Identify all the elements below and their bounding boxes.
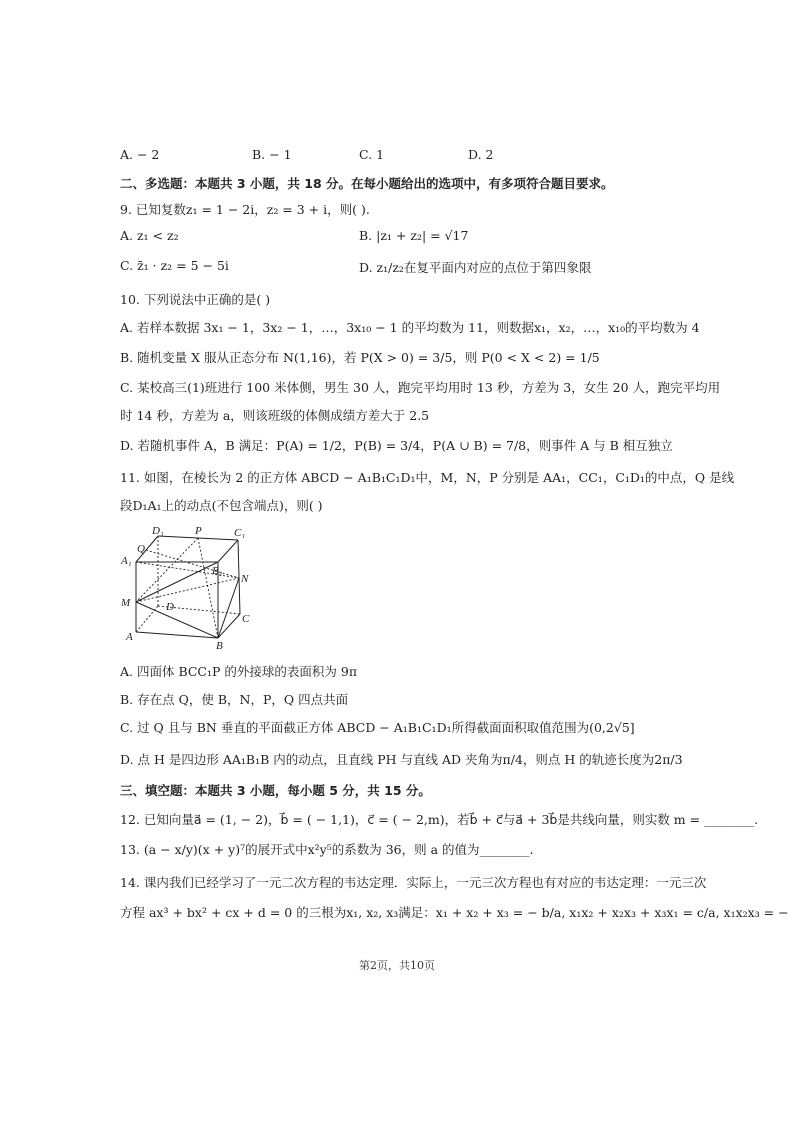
label-b1: B₁ — [212, 565, 223, 577]
q9-stem: 9. 已知复数z₁ = 1 − 2i，z₂ = 3 + i，则( ). — [120, 202, 370, 217]
q14-line1: 14. 课内我们已经学习了一元二次方程的韦达定理．实际上，一元三次方程也有对应的韦达定理：一元三次 — [120, 875, 707, 890]
q11-option-c: C. 过 Q 且与 BN 垂直的平面截正方体 ABCD − A₁B₁C₁D₁所得截面面积取值范围为(0,2√5] — [120, 720, 635, 735]
q11-option-d: D. 点 H 是四边形 AA₁B₁B 内的动点，且直线 PH 与直线 AD 夹角为π/4，则点 H 的轨迹长度为2π/3 — [120, 752, 683, 767]
q8-option-b: B. − 1 — [252, 147, 292, 162]
label-c: C — [242, 613, 250, 625]
q9-option-d: D. z₁/z₂在复平面内对应的点位于第四象限 — [359, 260, 592, 275]
label-d1: D₁ — [152, 525, 164, 537]
q8-option-d: D. 2 — [468, 147, 494, 162]
q8-option-a: A. − 2 — [120, 147, 160, 162]
q10-option-a: A. 若样本数据 3x₁ − 1，3x₂ − 1，…，3x₁₀ − 1 的平均数为 11，则数据x₁，x₂，…，x₁₀的平均数为 4 — [120, 320, 700, 335]
edge-bc — [218, 614, 240, 638]
section-3-heading: 三、填空题：本题共 3 小题，每小题 5 分，共 15 分。 — [120, 783, 431, 798]
hidden-segment-mn — [136, 578, 239, 602]
label-p: P — [195, 525, 202, 537]
q12: 12. 已知向量a⃗ = (1, − 2)，b⃗ = ( − 1,1)，c⃗ = ( − 2,m)，若b⃗ + c⃗与a⃗ + 3b⃗是共线向量，则实数 m = ________. — [120, 812, 759, 827]
q9-option-c: C. z̄₁ · z₂ = 5 − 5i — [120, 258, 229, 273]
q10-option-c-line1: C. 某校高三(1)班进行 100 米体侧，男生 30 人，跑完平均用时 13 秒，方差为 3，女生 20 人，跑完平均用 — [120, 380, 721, 395]
q10-option-d: D. 若随机事件 A，B 满足：P(A) = 1/2，P(B) = 3/4，P(A ∪ B) = 7/8，则事件 A 与 B 相互独立 — [120, 438, 673, 453]
q8-option-c: C. 1 — [359, 147, 385, 162]
hidden-segment-a1n — [136, 562, 239, 578]
label-a: A — [126, 631, 133, 643]
label-c1: C₁ — [234, 527, 246, 539]
label-d: D — [166, 601, 174, 613]
label-q: Q — [137, 543, 145, 555]
segment-bn — [218, 578, 239, 638]
label-m: M — [121, 597, 131, 609]
q11-stem-line1: 11. 如图，在棱长为 2 的正方体 ABCD − A₁B₁C₁D₁中，M，N，P 分别是 AA₁，CC₁，C₁D₁的中点，Q 是线 — [120, 470, 735, 485]
cube-figure — [118, 522, 258, 652]
q11-option-a: A. 四面体 BCC₁P 的外接球的表面积为 9π — [120, 664, 358, 679]
q10-option-b: B. 随机变量 X 服从正态分布 N(1,16)，若 P(X > 0) = 3/5，则 P(0 < X < 2) = 1/5 — [120, 350, 600, 365]
q11-option-b: B. 存在点 Q，使 B，N，P，Q 四点共面 — [120, 692, 349, 707]
label-a1: A₁ — [121, 555, 132, 567]
q10-option-c-line2: 时 14 秒，方差为 a，则该班级的体侧成绩方差大于 2.5 — [120, 408, 430, 423]
section-2-heading: 二、多选题：本题共 3 小题，共 18 分。在每小题给出的选项中，有多项符合题目要求。 — [120, 176, 614, 191]
label-n: N — [241, 573, 249, 585]
edge-cc1 — [238, 540, 240, 614]
edge-b1c1 — [218, 540, 238, 562]
hidden-edge-ad — [136, 606, 158, 632]
q13: 13. (a − x/y)(x + y)⁷的展开式中x²y⁵的系数为 36，则 a 的值为________. — [120, 842, 534, 857]
page-footer: 第2页，共10页 — [359, 959, 435, 972]
q9-option-b: B. |z₁ + z₂| = √17 — [359, 228, 469, 243]
hidden-segment-pb — [198, 538, 218, 638]
q11-stem-line2: 段D₁A₁上的动点(不包含端点)，则( ) — [120, 498, 323, 513]
q9-option-a: A. z₁ < z₂ — [120, 228, 179, 243]
label-b: B — [216, 640, 223, 652]
q10-stem: 10. 下列说法中正确的是( ) — [120, 292, 271, 307]
q14-line2: 方程 ax³ + bx² + cx + d = 0 的三根为x₁, x₂, x₃满足：x₁ + x₂ + x₃ = − b/a, x₁x₂ + x₂x₃ + x₃x₁ = c/a, x₁x₂x₃ = − — [120, 905, 789, 920]
